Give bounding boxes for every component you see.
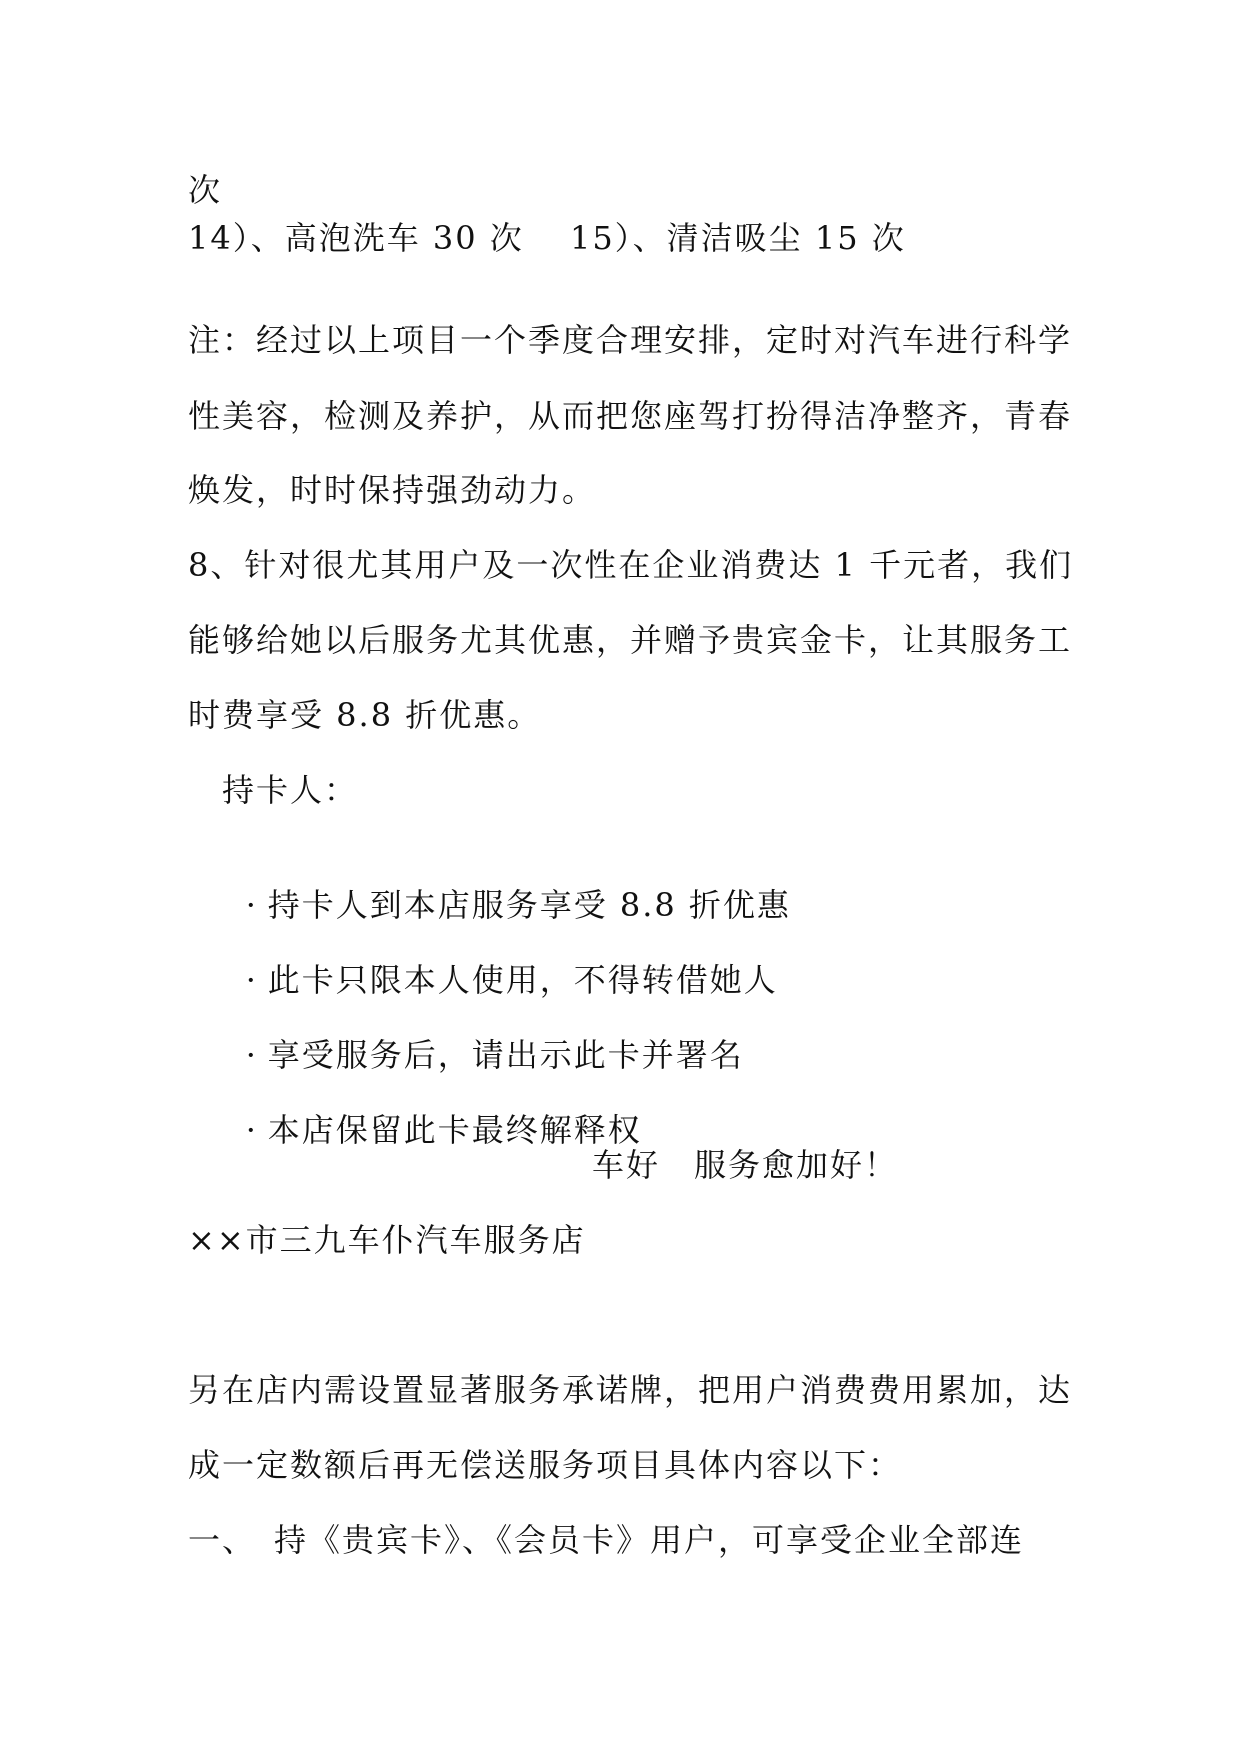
text-line: 一、 持《贵宾卡》、《会员卡》用户，可享受企业全部连 [188, 1521, 1025, 1559]
text-line: 性美容，检测及养护，从而把您座驾打扮得洁净整齐，青春 [188, 397, 1073, 435]
text-line: 次 [188, 171, 223, 209]
text-line: 另在店内需设置显著服务承诺牌，把用户消费费用累加，达 [188, 1371, 1073, 1409]
store-name: ××市三九车仆汽车服务店 [188, 1221, 586, 1259]
text-line: 注：经过以上项目一个季度合理安排，定时对汽车进行科学 [188, 321, 1073, 359]
card-holder-heading: 持卡人： [222, 771, 359, 809]
text-line: 8、针对很尤其用户及一次性在企业消费达 1 千元者，我们 [188, 546, 1074, 584]
slogan: 车好 服务愈加好！ [592, 1146, 899, 1184]
bullet-text: 此卡只限本人使用，不得转借她人 [267, 961, 778, 999]
bullet-dot: · [245, 1111, 258, 1149]
bullet-dot: · [245, 1036, 258, 1074]
bullet-dot: · [245, 886, 258, 924]
bullet-text: 持卡人到本店服务享受 8.8 折优惠 [267, 886, 791, 924]
text-line: 焕发，时时保持强劲动力。 [188, 471, 597, 509]
text-line: 能够给她以后服务尤其优惠，并赠予贵宾金卡，让其服务工 [188, 621, 1073, 659]
text-line: 14）、高泡洗车 30 次 15）、清洁吸尘 15 次 [188, 219, 906, 257]
text-line: 时费享受 8.8 折优惠。 [188, 696, 542, 734]
bullet-dot: · [245, 961, 258, 999]
bullet-text: 享受服务后，请出示此卡并署名 [267, 1036, 744, 1074]
text-line: 成一定数额后再无偿送服务项目具体内容以下： [188, 1446, 903, 1484]
bullet-text: 本店保留此卡最终解释权 [267, 1111, 642, 1149]
bullet-item [197, 1070, 642, 1190]
